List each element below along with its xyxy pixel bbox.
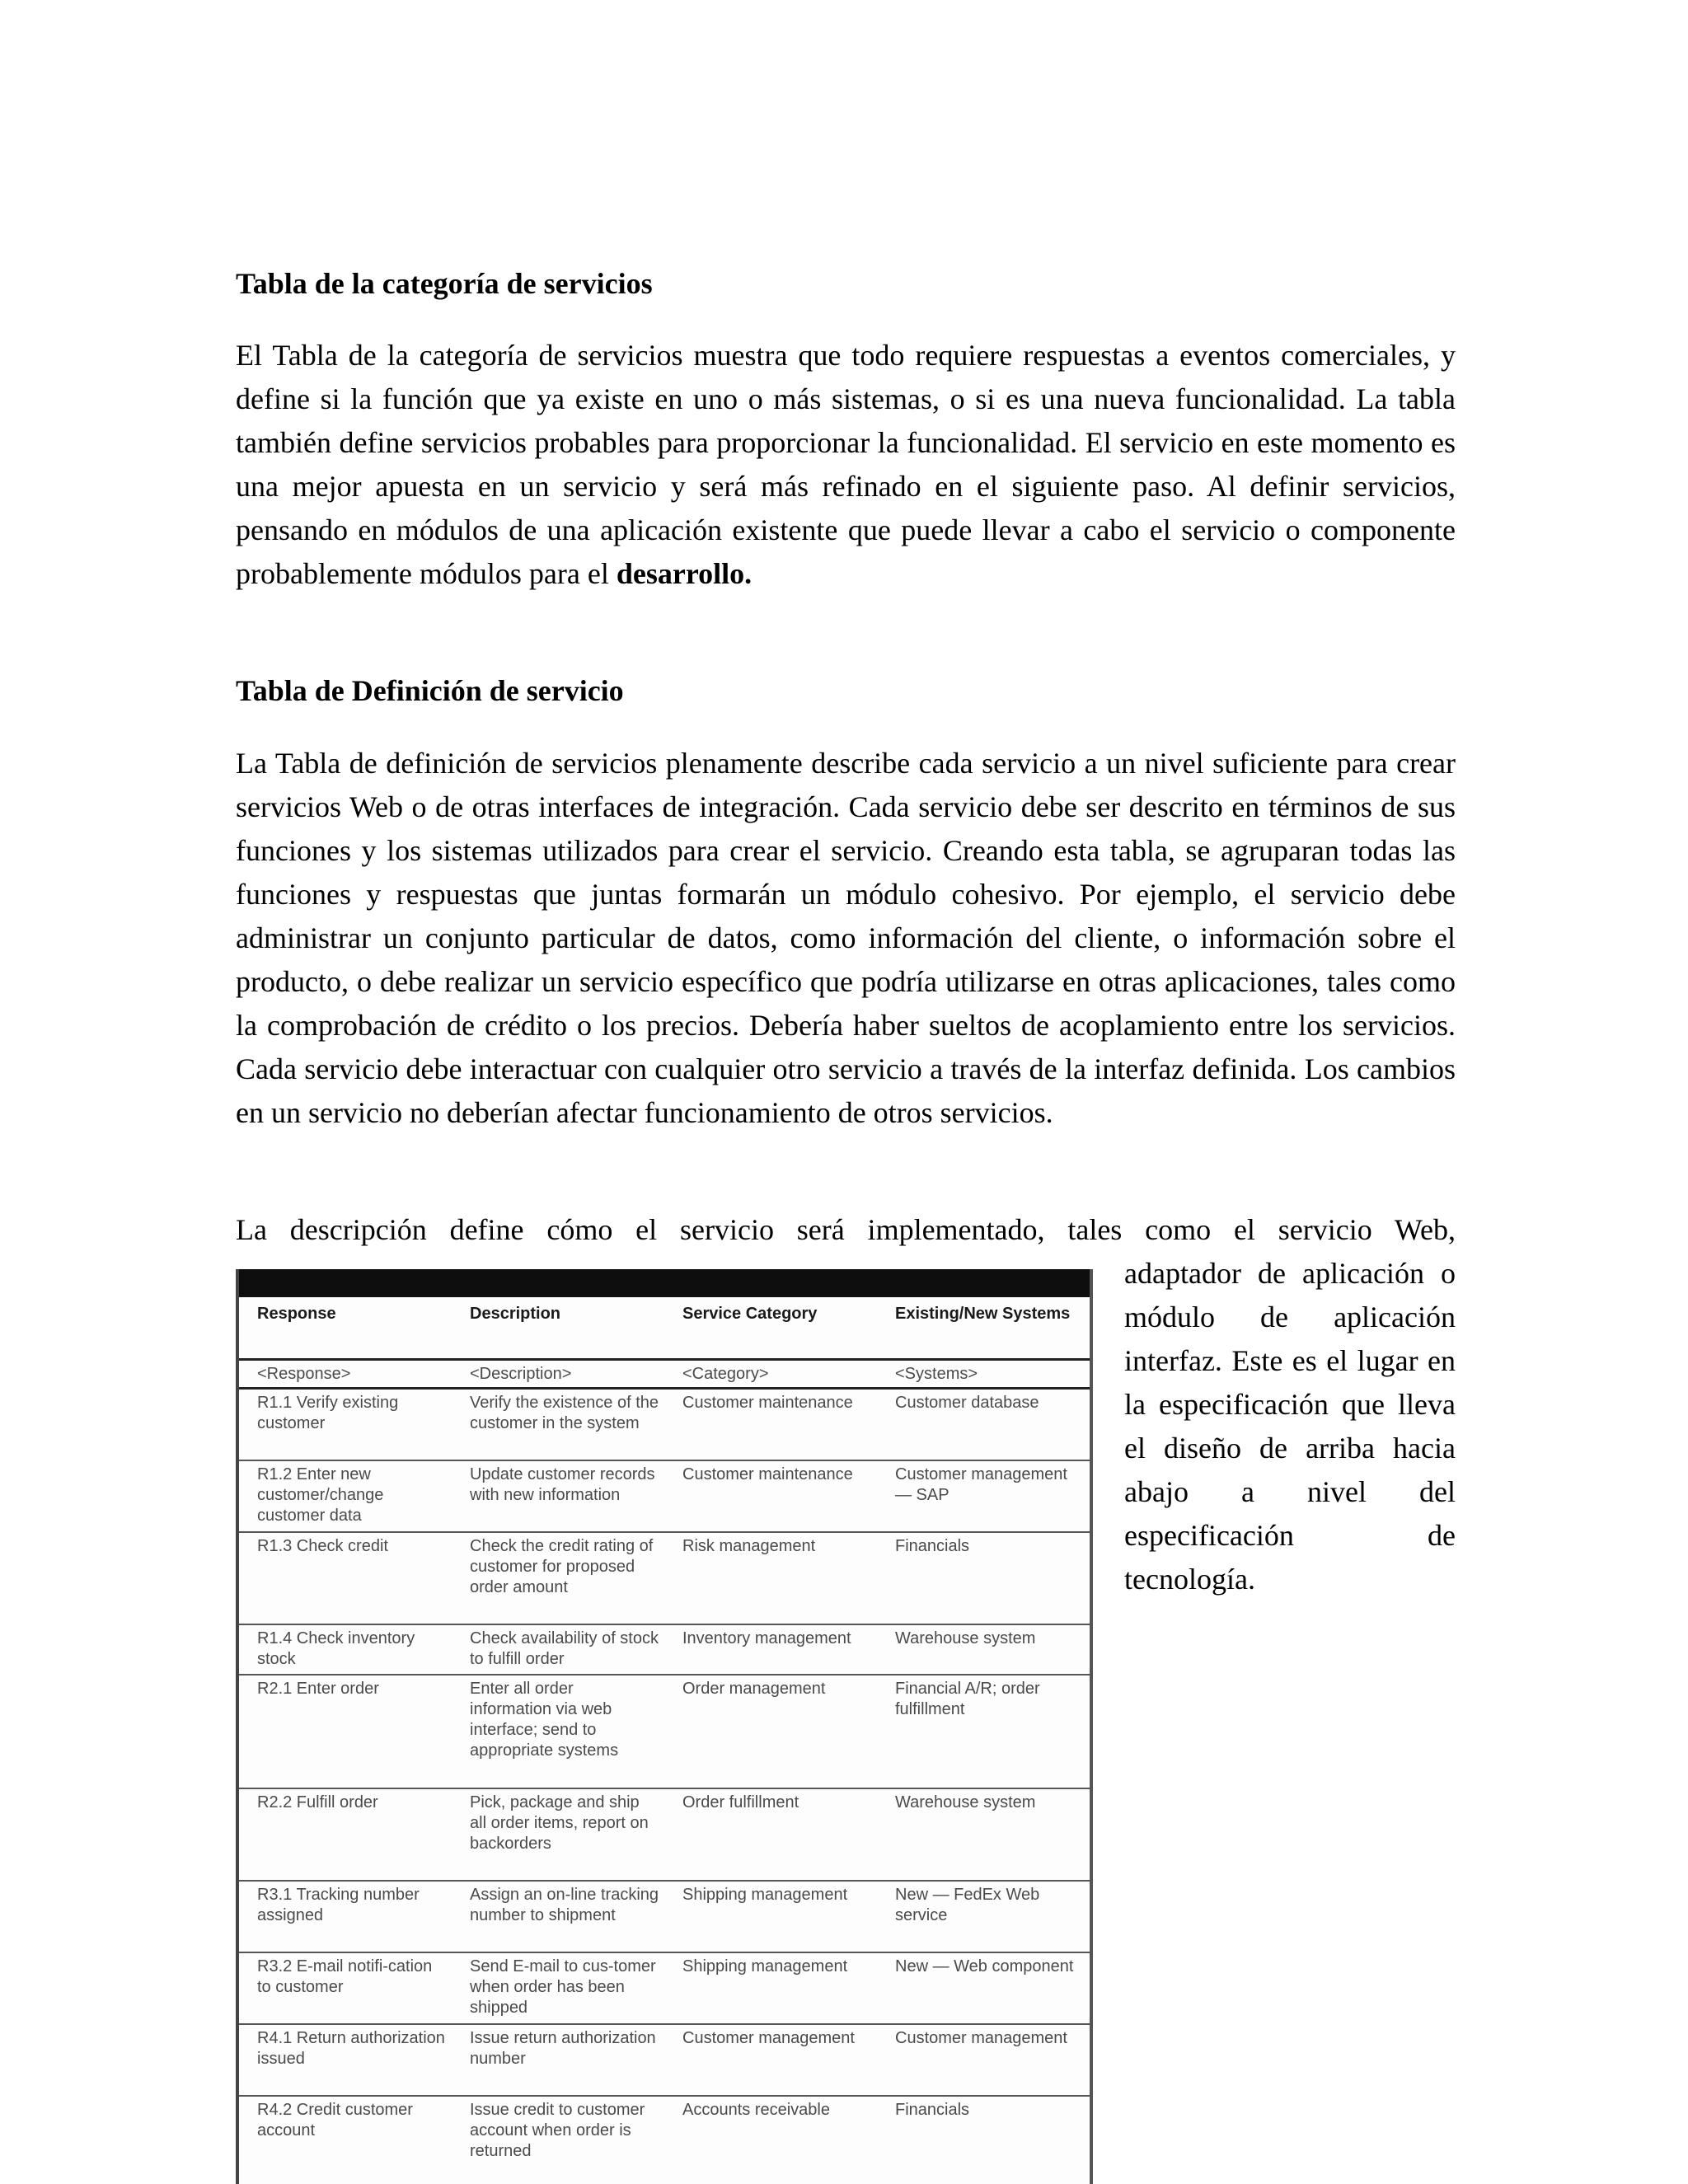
column-header-service-category: Service Category xyxy=(664,1297,877,1360)
table-row xyxy=(239,2096,1090,2184)
table-cell: Check availability of stock to fulfill order xyxy=(452,1624,664,1675)
table-cell: Customer management xyxy=(877,2024,1090,2096)
column-header-response: Response xyxy=(239,1297,452,1360)
table-cell: Customer maintenance xyxy=(664,1389,877,1460)
table-cell: R2.2 Fulfill order xyxy=(239,1788,452,1881)
table-cell: Enter all order information via web interface; send to appropriate systems xyxy=(452,1675,664,1788)
table-row xyxy=(239,1675,1090,1788)
table-cell: Customer management — SAP xyxy=(877,1460,1090,1532)
table-cell: Check the credit rating of customer for proposed order amount xyxy=(452,1532,664,1624)
table-cell: Shipping management xyxy=(664,1952,877,2024)
table-cell: R3.1 Tracking number assigned xyxy=(239,1881,452,1952)
paragraph-service-definition: La Tabla de definición de servicios plenamente describe cada servicio a un nivel suficiente para crear servicios Web o de otras interfaces de integración. Cada servicio debe ser descrito en términos de sus funciones y los sistemas utilizados para crear el servicio. Creando esta tabla, se agruparan todas las funciones y respuestas que juntas formarán un módulo cohesivo. Por ejemplo, el servicio debe administrar un conjunto particular de datos, como información del cliente, o información sobre el producto, o debe realizar un servicio específico que podría utilizarse en otras aplicaciones, tales como la comprobación de crédito o los precios. Debería haber sueltos de acoplamiento entre los servicios. Cada servicio debe interactuar con cualquier otro servicio a través de la interfaz definida. Los cambios en un servicio no deberían afectar funcionamiento de otros servicios. xyxy=(236,747,1456,1129)
section-heading-service-category: Tabla de la categoría de servicios xyxy=(236,267,653,300)
table-cell: R4.2 Credit customer account xyxy=(239,2096,452,2184)
table-cell: R3.2 E-mail notifi-cation to customer xyxy=(239,1952,452,2024)
paragraph-description-first-line: La descripción define cómo el servicio será implementado, tales como el servicio Web, xyxy=(236,1213,1456,1246)
table-row xyxy=(239,1389,1090,1460)
table-cell: Customer management xyxy=(664,2024,877,2096)
table-cell: New — Web component xyxy=(877,1952,1090,2024)
table-cell: R1.3 Check credit xyxy=(239,1532,452,1624)
table-cell: Assign an on-line tracking number to shipment xyxy=(452,1881,664,1952)
table-cell: R1.4 Check inventory stock xyxy=(239,1624,452,1675)
table-cell: <Systems> xyxy=(877,1360,1090,1389)
table-cell: R2.1 Enter order xyxy=(239,1675,452,1788)
table-cell: Warehouse system xyxy=(877,1624,1090,1675)
table-placeholder-row xyxy=(239,1360,1090,1389)
table-cell: Issue return authorization number xyxy=(452,2024,664,2096)
table-cell: Inventory management xyxy=(664,1624,877,1675)
table-cell: Financials xyxy=(877,2096,1090,2184)
table-cell: Financials xyxy=(877,1532,1090,1624)
table-cell: New — FedEx Web service xyxy=(877,1881,1090,1952)
table-cell: <Description> xyxy=(452,1360,664,1389)
table-row xyxy=(239,2024,1090,2096)
column-header-systems: Existing/New Systems xyxy=(877,1297,1090,1360)
table-row xyxy=(239,1881,1090,1952)
table-header-row xyxy=(239,1297,1090,1360)
table-cell: Order management xyxy=(664,1675,877,1788)
table-cell: Customer maintenance xyxy=(664,1460,877,1532)
table-cell: Update customer records with new information xyxy=(452,1460,664,1532)
table-cell: Shipping management xyxy=(664,1881,877,1952)
paragraph-service-category xyxy=(236,334,1456,596)
table-cell: Risk management xyxy=(664,1532,877,1624)
table-cell: Issue credit to customer account when order is returned xyxy=(452,2096,664,2184)
table-cell: <Response> xyxy=(239,1360,452,1389)
table-cell: R1.1 Verify existing customer xyxy=(239,1389,452,1460)
service-definition-table xyxy=(239,1297,1090,2184)
service-definition-table-image xyxy=(236,1269,1093,2184)
table-cell: Pick, package and ship all order items, report on backorders xyxy=(452,1788,664,1881)
table-row xyxy=(239,1624,1090,1675)
table-cell: Order fulfillment xyxy=(664,1788,877,1881)
table-cell: Accounts receivable xyxy=(664,2096,877,2184)
table-cell: Warehouse system xyxy=(877,1788,1090,1881)
paragraph-bold-word: desarrollo. xyxy=(616,557,753,590)
paragraph-text: El Tabla de la categoría de servicios muestra que todo requiere respuestas a eventos comerciales, y define si la función que ya existe en uno o más sistemas, o si es una nueva funcionalidad. La tabla también define servicios probables para proporcionar la funcionalidad. El servicio en este momento es una mejor apuesta en un servicio y será más refinado en el siguiente paso. Al definir servicios, pensando en módulos de una aplicación existente que puede llevar a cabo el servicio o componente probablemente módulos para el xyxy=(236,339,1456,590)
table-cell: Verify the existence of the customer in the system xyxy=(452,1389,664,1460)
table-cell: R4.1 Return authorization issued xyxy=(239,2024,452,2096)
table-row xyxy=(239,1532,1090,1624)
table-cell: Send E-mail to cus-tomer when order has been shipped xyxy=(452,1952,664,2024)
table-cell: Financial A/R; order fulfillment xyxy=(877,1675,1090,1788)
table-row xyxy=(239,1952,1090,2024)
paragraph-description-wrapped: adaptador de aplicación o módulo de aplicación interfaz. Este es el lugar en la especificación que lleva el diseño de arriba hacia abajo a nivel del especificación de tecnología. xyxy=(1124,1257,1456,1596)
table-cell: Customer database xyxy=(877,1389,1090,1460)
section-heading-service-definition: Tabla de Definición de servicio xyxy=(236,674,624,707)
table-row xyxy=(239,1460,1090,1532)
table-cell: R1.2 Enter new customer/change customer data xyxy=(239,1460,452,1532)
column-header-description: Description xyxy=(452,1297,664,1360)
table-cell: <Category> xyxy=(664,1360,877,1389)
table-row xyxy=(239,1788,1090,1881)
table-scan-border xyxy=(239,1269,1090,1297)
